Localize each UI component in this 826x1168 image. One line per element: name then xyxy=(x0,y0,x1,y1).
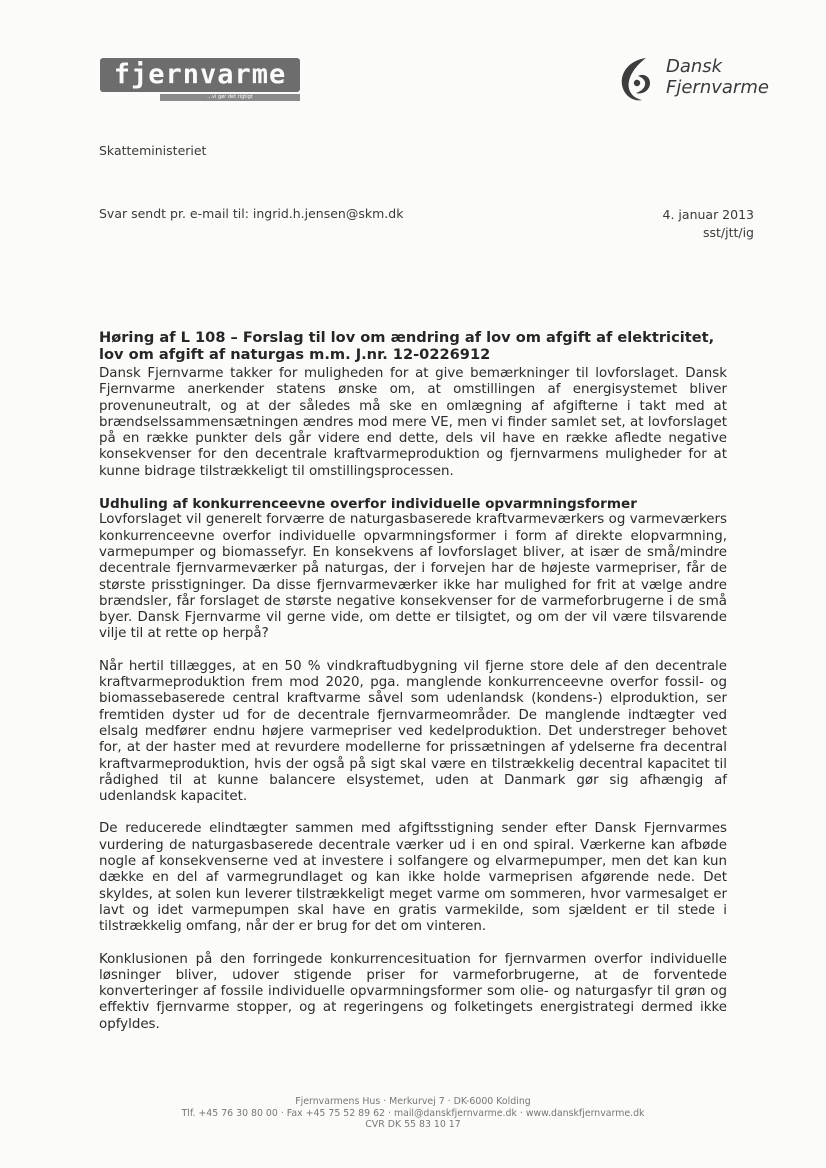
recipient: Skatteministeriet xyxy=(99,143,207,158)
title-line-2: lov om afgift af naturgas m.m. J.nr. 12-0226912 xyxy=(99,346,491,363)
footer-contact: Tlf. +45 76 30 80 00 · Fax +45 75 52 89 62 · mail@danskfjernvarme.dk · www.danskfjernvarme.dk xyxy=(181,1107,645,1119)
flame-swirl-icon xyxy=(616,54,660,104)
paragraph-1: Lovforslaget vil generelt forværre de naturgasbaserede kraftvarmeværkers og varmeværkers konkurrenceevne overfor individuelle opvarmningsformer i form af direkte elopvarmning, varmepumper og biomassefyr. En konsekvens af lovforslaget bliver, at især de små/mindre decentrale fjernvarmeværker på naturgas, der i forvejen har de højeste varmepriser, får de største prisstigninger. Da disse fjernvarmeværker ikke har mulighed for frit at vælge andre brændsler, får forslaget de største negative konsekvenser for de varmeforbrugerne i de små byer. Dansk Fjernvarme vil gerne vide, om dette er tilsigtet, og om der vil være tilsvarende vilje til at rette op herpå? xyxy=(99,512,727,642)
reference-code: sst/jtt/ig xyxy=(702,225,754,240)
paragraph-4: Konklusionen på den forringede konkurrencesituation for fjernvarmen overfor individuelle løsninger bliver, udover stigende priser for varmeforbrugerne, at de forventede konverteringer af fossile individuelle opvarmningsformer som olie- og naturgasfyr til grøn og effektiv fjernvarme stopper, og at regeringens og folketingets energistrategi dermed ikke opfyldes. xyxy=(99,951,727,1032)
spacer xyxy=(99,643,727,659)
logo-tagline: ...vi gør det rigtigt xyxy=(160,94,300,101)
intro-paragraph: Dansk Fjernvarme takker for muligheden for at give bemærkninger til lovforslaget. Dansk Fjernvarme anerkender statens ønske om, at omstillingen af energisystemet bliver provenuneutralt, og at der således må ske en omlægning af afgifterne i takt med at brændselssammensætningen ændres mod mere VE, men vi finder samlet set, at lovforslaget på en række punkter dels går videre end dette, dels vil have en række afledte negative konsekvenser for den decentrale kraftvarmeproduktion og fjernvarmens muligheder for at kunne bidrage tilstrækkeligt til omstillingsprocessen. xyxy=(99,366,727,479)
letter-footer xyxy=(100,1096,726,1131)
spacer xyxy=(99,936,727,952)
paragraph-2: Når hertil tillægges, at en 50 % vindkraftudbygning vil fjerne store dele af den decentrale kraftvarmeproduktion frem mod 2020, pga. manglende konkurrenceevne overfor fossil- og biomassebaserede central kraftvarme såvel som udenlandsk (kondens-) elproduktion, ser fremtiden dyster ud for de decentrale fjernvarmeområder. De manglende indtægter ved elsalg medfører endnu højere varmepriser ved kedelproduktion. Det understreger behovet for, at der haster med at revurdere modellerne for prissætningen af ydelserne fra decentral kraftvarmeproduktion, hvis der også på sigt skal være en tilstrækkelig decentral kapacitet til rådighed til at kunne balancere elsystemet, uden at Danmark gør sig afhængig af udenlandsk kapacitet. xyxy=(99,658,727,805)
dansk-fjernvarme-logo xyxy=(616,52,786,106)
footer-cvr: CVR DK 55 83 10 17 xyxy=(365,1119,461,1130)
section-heading: Udhuling af konkurrenceevne overfor individuelle opvarmningsformer xyxy=(99,496,637,513)
sent-by-email-line: Svar sendt pr. e-mail til: ingrid.h.jensen@skm.dk xyxy=(99,206,404,221)
logo-wordmark: fjernvarme xyxy=(100,58,300,92)
logo-line-fjernvarme: Fjernvarme xyxy=(666,77,769,98)
letter-body xyxy=(99,329,727,1033)
spacer xyxy=(99,480,727,496)
title-line-1: Høring af L 108 – Forslag til lov om ændring af lov om afgift af elektricitet, xyxy=(99,329,715,346)
logo-line-dansk: Dansk xyxy=(666,56,723,77)
letter-title xyxy=(99,329,727,363)
date-block xyxy=(663,206,754,242)
spacer xyxy=(99,805,727,821)
letter-date: 4. januar 2013 xyxy=(662,207,754,222)
fjernvarme-logo xyxy=(100,58,300,104)
footer-address: Fjernvarmens Hus · Merkurvej 7 · DK-6000 Kolding xyxy=(295,1096,531,1107)
paragraph-3: De reducerede elindtægter sammen med afgiftsstigning sender efter Dansk Fjernvarmes vurdering de naturgasbaserede decentrale værker ud i en ond spiral. Værkerne kan afbøde nogle af konsekvenserne ved at investere i solfangere og elvarmepumper, men det kan kun dække en del af varmegrundlaget og kan ikke holde varmeprisen afgørende nede. Det skyldes, at solen kun leverer tilstrækkeligt meget varme om sommeren, hvor varmesalget er lavt og idet varmepumpen skal have en gratis varmekilde, som sjældent er til stede i tilstrækkelig omfang, når der er brug for det om vinteren. xyxy=(99,821,727,935)
